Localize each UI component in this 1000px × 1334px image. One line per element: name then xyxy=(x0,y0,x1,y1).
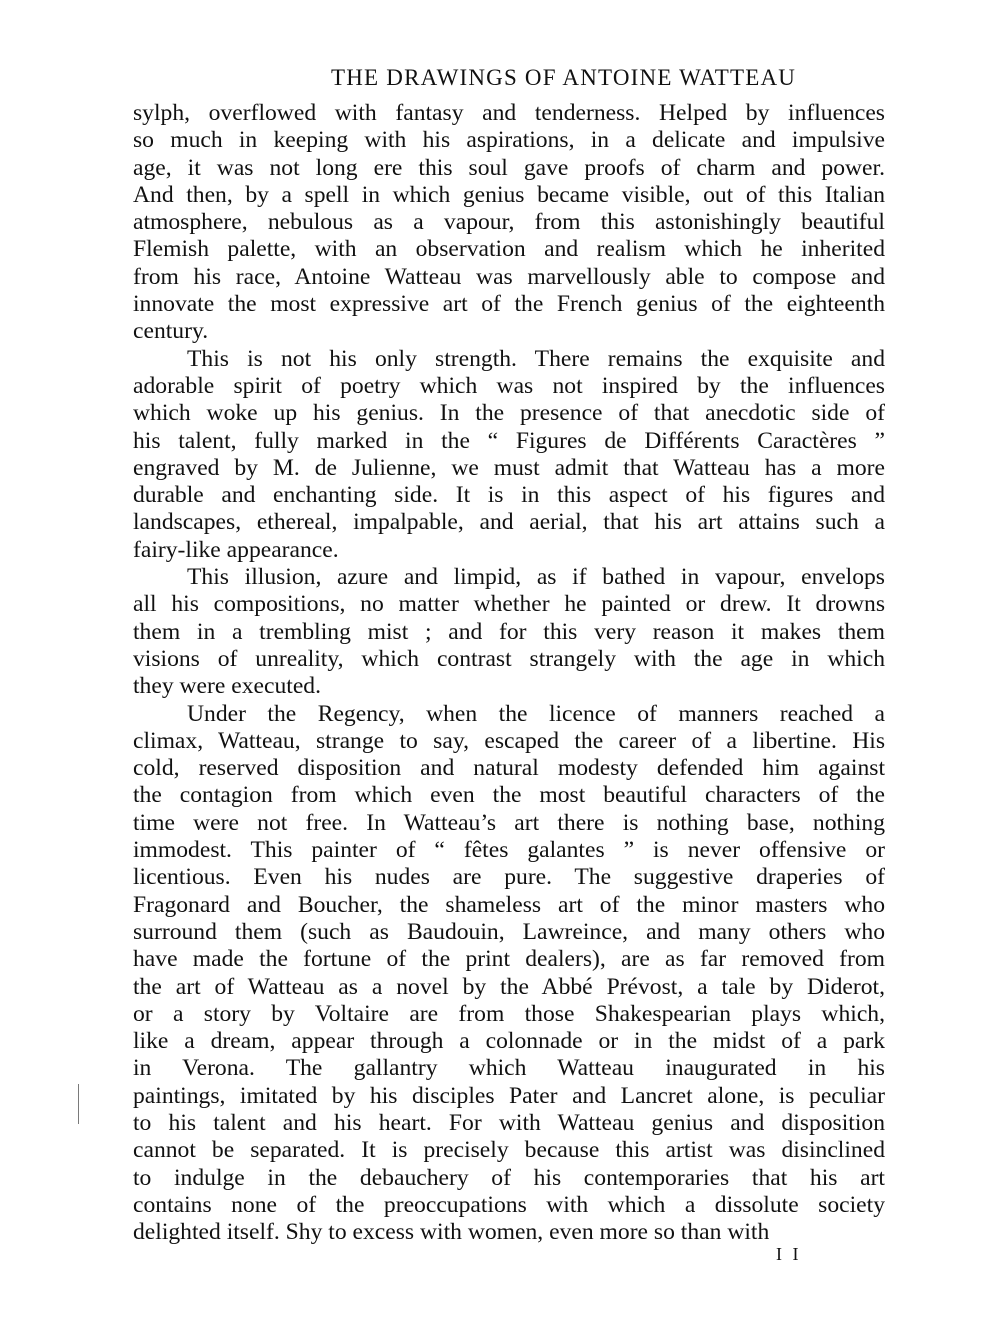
text-line: engraved by M. de Julienne, we must admit that Watteau has a more xyxy=(133,454,885,481)
paragraph xyxy=(133,564,885,700)
paragraph xyxy=(133,346,885,564)
text-line: sylph, overflowed with fantasy and tenderness. Helped by influences xyxy=(133,100,885,126)
text-line: durable and enchanting side. It is in this aspect of his figures and xyxy=(133,482,885,509)
text-line: so much in keeping with his aspirations, in a delicate and impulsive xyxy=(133,127,885,154)
text-line: like a dream, appear through a colonnade or in the midst of a park xyxy=(133,1028,885,1055)
text-line: fairy-like appearance. xyxy=(133,536,339,563)
text-line: in Verona. The gallantry which Watteau inaugurated in his xyxy=(133,1055,885,1082)
text-line: the contagion from which even the most beautiful characters of the xyxy=(133,782,885,809)
text-line: paintings, imitated by his disciples Pater and Lancret alone, is peculiar xyxy=(133,1082,885,1109)
text-line: his talent, fully marked in the “ Figures de Différents Caractères ” xyxy=(133,427,885,454)
paragraph xyxy=(133,701,885,1247)
text-line: all his compositions, no matter whether he painted or drew. It drowns xyxy=(133,591,885,618)
text-line: from his race, Antoine Watteau was marvellously able to compose and xyxy=(133,263,885,290)
text-line: century. xyxy=(133,318,209,345)
text-line: Under the Regency, when the licence of manners reached a xyxy=(187,700,885,727)
text-line: landscapes, ethereal, impalpable, and aerial, that his art attains such a xyxy=(133,509,885,536)
text-line: they were executed. xyxy=(133,673,321,700)
text-line: adorable spirit of poetry which was not inspired by the influences xyxy=(133,372,885,399)
text-line: Flemish palette, with an observation and realism which he inherited xyxy=(133,236,885,263)
page-number: I I xyxy=(776,1244,802,1264)
text-line: surround them (such as Baudouin, Lawreince, and many others who xyxy=(133,918,885,945)
text-line: the art of Watteau as a novel by the Abbé Prévost, a tale by Diderot, xyxy=(133,973,885,1000)
text-line: Fragonard and Boucher, the shameless art of the minor masters who xyxy=(133,891,885,918)
running-head: THE DRAWINGS OF ANTOINE WATTEAU xyxy=(331,65,797,90)
margin-mark xyxy=(78,1084,79,1124)
text-line: This illusion, azure and limpid, as if bathed in vapour, envelops xyxy=(187,564,885,591)
text-line: delighted itself. Shy to excess with women, even more so than with xyxy=(133,1219,770,1246)
text-line: atmosphere, nebulous as a vapour, from this astonishingly beautiful xyxy=(133,209,885,236)
text-line: them in a trembling mist ; and for this very reason it makes them xyxy=(133,618,885,645)
body-text xyxy=(133,100,885,1246)
text-line: cannot be separated. It is precisely because this artist was disinclined xyxy=(133,1137,885,1164)
paragraph xyxy=(133,100,885,346)
text-line: have made the fortune of the print dealers), are as far removed from xyxy=(133,946,885,973)
text-line: And then, by a spell in which genius became visible, out of this Italian xyxy=(133,181,885,208)
text-line: climax, Watteau, strange to say, escaped the career of a libertine. His xyxy=(133,727,885,754)
text-line: innovate the most expressive art of the French genius of the eighteenth xyxy=(133,291,885,318)
text-line: to his talent and his heart. For with Watteau genius and disposition xyxy=(133,1109,885,1136)
text-line: contains none of the preoccupations with which a dissolute society xyxy=(133,1191,885,1218)
text-line: visions of unreality, which contrast strangely with the age in which xyxy=(133,645,885,672)
text-line: age, it was not long ere this soul gave proofs of charm and power. xyxy=(133,154,885,181)
text-line: or a story by Voltaire are from those Shakespearian plays which, xyxy=(133,1000,885,1027)
text-line: time were not free. In Watteau’s art there is nothing base, nothing xyxy=(133,809,885,836)
text-line: This is not his only strength. There remains the exquisite and xyxy=(187,345,885,372)
text-line: to indulge in the debauchery of his contemporaries that his art xyxy=(133,1164,885,1191)
text-line: cold, reserved disposition and natural modesty defended him against xyxy=(133,755,885,782)
text-line: which woke up his genius. In the presence of that anecdotic side of xyxy=(133,400,885,427)
text-line: immodest. This painter of “ fêtes galantes ” is never offensive or xyxy=(133,837,885,864)
text-line: licentious. Even his nudes are pure. The suggestive draperies of xyxy=(133,864,885,891)
